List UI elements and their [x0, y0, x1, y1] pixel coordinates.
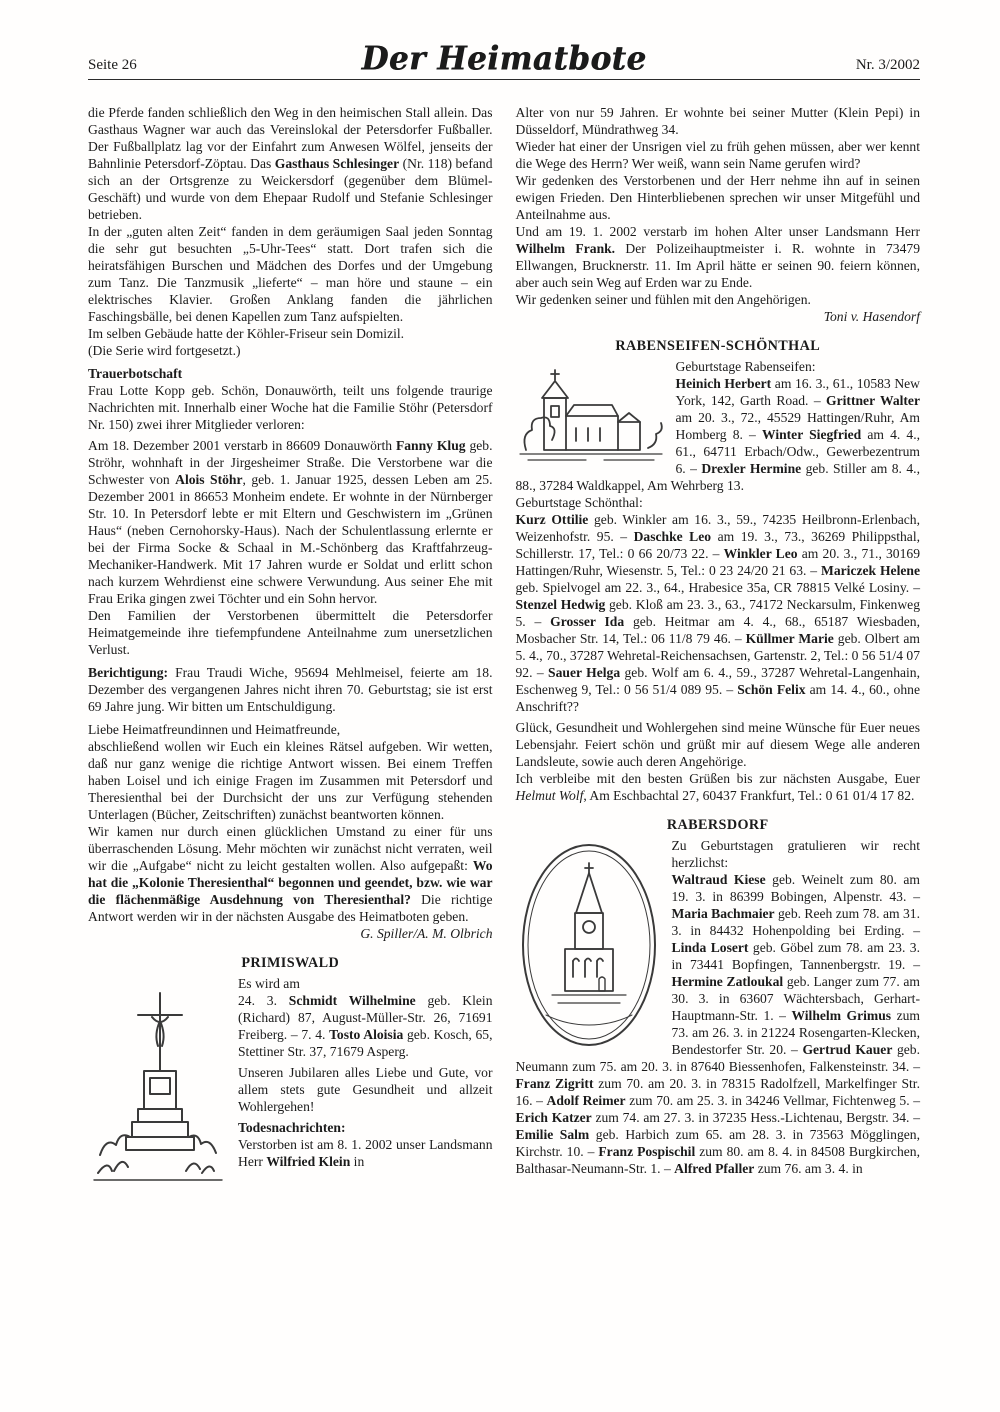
- section-rabersdorf: [516, 816, 921, 1177]
- text-segment: am 20. 3., 72., 45529 Hattingen/Ruhr, Am Homberg 8. –: [675, 410, 920, 442]
- text-segment: Heinich Herbert: [675, 376, 772, 391]
- text-segment: Sauer Helga: [548, 665, 621, 680]
- text-segment: Frau Lotte Kopp geb. Schön, Donauwörth, teilt uns folgende traurige Nachrichten mit. Innerhalb einer Woche hat die Familie Stöhr (Petersdorf Nr. 150) zwei ihrer Mitglieder verloren:: [88, 383, 493, 432]
- text-segment: Schön Felix: [737, 682, 806, 697]
- section-primiswald: [88, 954, 493, 1191]
- page-header: [88, 40, 920, 80]
- right-column: [516, 104, 921, 1191]
- text-segment: Der Polizeihauptmeister i. R. wohnte in 73479 Ellwangen, Brucknerstr. 11. Im April hätte er seinen 90. feiern können, aber auch sein Weg auf Erden war zu Ende.: [515, 241, 920, 290]
- text-segment: Wilhelm Grimus: [791, 1008, 892, 1023]
- village-church-illustration: [516, 360, 666, 470]
- text-segment: (Nr. 118) befand sich an der Ortsgrenze zu Weickersdorf (gegenüber dem Blümel-Geschäft) und wurde von dem Ehepaar Rudolf und Stefanie Schlesinger betrieben.: [88, 156, 493, 222]
- text-segment: die Pferde fanden schließlich den Weg in den heimischen Stall allein. Das Gasthaus Wagner war auch das Vereinslokal der Petersdorfer Fußballer. Der Fußballplatz lag vor der Einfahrt zum Anwesen Wölfel, jenseits der Bahnlinie Petersdorf-Zöptau. Das: [88, 105, 493, 171]
- paragraph: [516, 104, 921, 138]
- paragraph: [88, 738, 493, 823]
- text-segment: Franz Zigritt: [515, 1076, 594, 1091]
- text-segment: Helmut Wolf: [515, 788, 584, 803]
- paragraph: [88, 382, 493, 433]
- text-segment: geb. Kosch, 65, Stettiner Str. 37, 71679 Asperg.: [238, 1027, 493, 1059]
- paragraph: [516, 172, 921, 223]
- text-segment: , Am Eschbachtal 27, 60437 Frankfurt, Tel.: 0 61 01/4 17 82.: [583, 788, 915, 803]
- paragraph: [516, 719, 921, 770]
- text-segment: geb. Spielvogel am 22. 3., 64., Hrabesice 35a, CR 78815 Velké Losiny. –: [515, 580, 920, 595]
- text-segment: Daschke Leo: [633, 529, 712, 544]
- text-segment: geb. Reeh zum 78. am 31. 3. in 84432 Hohenpolding bei Erding. –: [671, 906, 921, 938]
- text-segment: zum 74. am 27. 3. in 37235 Hess.-Lichtenau, Bergstr. 34. –: [591, 1110, 920, 1125]
- text-segment: Wir kamen nur durch einen glücklichen Umstand zu einer für uns überraschenden Lösung. Mehr möchten wir zunächst nicht verraten, weil wir die „Aufgabe“ nicht zu leicht gestalten wollen. Also aufgepaßt:: [88, 824, 493, 873]
- text-segment: Kurz Ottilie: [515, 512, 589, 527]
- text-segment: geb. Kloß am 23. 3., 63., 74172 Neckarsulm, Finkenweg 5. –: [515, 597, 920, 629]
- text-segment: am 4. 4., 61., 64711 Erbach/Odw., Gewerbezentrum 6. –: [675, 427, 921, 476]
- text-segment: , geb. 1. Januar 1925, dessen Leben am 25. Dezember 2001 in 86653 Monheim endete. Er wohnte in der Nürnberger Str. 10. In Petersdorf lebte er mit Eltern und Geschwistern im „Grünen Haus“ (neben Cernohorsky-Haus). Nach der Schulentlassung erlernte er bei der Firma Socke & Schaal in M.-Schönberg das Kraftfahrzeug-Mechaniker-Handwerk. Mit 17 Jahren wurde er Soldat und erlitt schon nach kurzem Wehrdienst eine schwere Verwundung. Aus seiner Ehe mit Frau Erika gingen zwei Töchter und ein Sohn hervor.: [88, 472, 493, 606]
- text-segment: Alter von nur 59 Jahren. Er wohnte bei seiner Mutter (Klein Pepi) in Düsseldorf, Mündrathweg 34.: [515, 105, 920, 137]
- text-segment: Küllmer Marie: [745, 631, 834, 646]
- paragraph: [88, 437, 493, 607]
- text-segment: zum 73. am 26. 3. in 21224 Rosengarten-Klecken, Bendestorfer Str. 20. –: [671, 1008, 920, 1057]
- text-segment: am 20. 3., 71., 30169 Hattingen/Ruhr, Wiesenstr. 5, Tel.: 0 23 24/20 21 63. –: [515, 546, 920, 578]
- section-title-primiswald: PRIMISWALD: [241, 955, 340, 971]
- text-segment: Zu Geburtstagen gratulieren wir recht herzlichst:: [671, 838, 920, 870]
- text-segment: Geburtstage Rabenseifen:: [675, 359, 816, 374]
- text-segment: Geburtstage Schönthal:: [515, 495, 643, 510]
- text-segment: Waltraud Kiese: [671, 872, 766, 887]
- section-subheading-todesnachrichten: Todesnachrichten:: [238, 1120, 346, 1135]
- text-segment: Fanny Klug: [395, 438, 466, 453]
- text-segment: zum 76. am 3. 4. in: [754, 1161, 863, 1176]
- paragraph: [88, 721, 493, 738]
- author-signature: Toni v. Hasendorf: [823, 309, 920, 324]
- paragraph: [516, 138, 921, 172]
- text-segment: Gertrud Kauer: [802, 1042, 893, 1057]
- text-segment: Adolf Reimer: [546, 1093, 626, 1108]
- text-segment: geb. Neumann zum 75. am 20. 3. in 87640 Biessenhofen, Falkensteinstr. 34. –: [515, 1042, 921, 1074]
- text-segment: Unseren Jubilaren alles Liebe und Gute, vor allem stets gute Gesundheit und allzeit Wohlergehen!: [238, 1065, 493, 1114]
- text-segment: Stenzel Hedwig: [515, 597, 606, 612]
- text-segment: Frau Traudi Wiche, 95694 Mehlmeisel, feierte am 18. Dezember des vergangenen Jahres nicht ihren 70. Geburtstag; sie ist erst 69 Jahre jung. Wir bitten um Entschuldigung.: [88, 665, 493, 714]
- text-segment: Die richtige Antwort werden wir in der nächsten Ausgabe des Heimatboten geben.: [88, 892, 493, 924]
- text-segment: Verstorben ist am 8. 1. 2002 unser Landsmann Herr: [238, 1137, 493, 1169]
- church-oval-emblem-illustration: [516, 839, 662, 1051]
- paragraph: [88, 325, 493, 342]
- text-segment: Winkler Leo: [723, 546, 798, 561]
- text-segment: Hermine Zatloukal: [671, 974, 784, 989]
- text-segment: Tosto Aloisia: [329, 1027, 404, 1042]
- text-segment: geb. Heitmar am 4. 4., 68., 65187 Wiesbaden, Mosbacher Str. 14, Tel.: 06 11/8 79 46. –: [515, 614, 920, 646]
- text-segment: Wo hat die „Kolonie Theresienthal“ begonnen und geendet, bzw. wie war die flächenmäßige Ausdehnung von Theresienthal?: [88, 858, 493, 907]
- text-segment: geb. Klein (Richard) 87, August-Müller-Str. 26, 71691 Freiberg. – 7. 4.: [238, 993, 493, 1042]
- text-segment: geb. Weinelt zum 80. am 19. 3. in 86399 Bobingen, Alpenstr. 43. –: [671, 872, 920, 904]
- paragraph: [88, 342, 493, 359]
- text-segment: Und am 19. 1. 2002 verstarb im hohen Alter unser Landsmann Herr: [515, 224, 920, 239]
- text-segment: geb. Langer zum 77. am 30. 3. in 63607 Wächtersbach, Gerhart-Hauptmann-Str. 1. –: [671, 974, 920, 1023]
- paragraph: [88, 223, 493, 325]
- text-segment: In der „guten alten Zeit“ fanden in dem geräumigen Saal jeden Sonntag die sehr gut besuchten „5-Uhr-Tees“ statt. Dort trafen sich die heiratsfähigen Burschen und Mädchen des Dorfes und der Umgebung zum Tanz. Die Tanzmusik „lieferte“ – man höre und staune – ein elektrisches Klavier. Großen Anklang fanden die jährlichen Faschingsbälle, bei denen Kapellen zum Tanz aufspielten.: [88, 224, 493, 324]
- paragraph: [516, 291, 921, 308]
- text-segment: am 14. 4., 60., ohne Anschrift??: [515, 682, 920, 714]
- text-segment: Am 18. Dezember 2001 verstarb in 86609 Donauwörth: [88, 438, 396, 453]
- section-subheading-trauerbotschaft: Trauerbotschaft: [88, 366, 183, 381]
- text-segment: Drexler Hermine: [701, 461, 802, 476]
- text-segment: geb. Göbel zum 78. am 23. 3. in 73441 Bopfingen, Tannenbergstr. 19. –: [671, 940, 920, 972]
- text-segment: abschließend wollen wir Euch ein kleines Rätsel aufgeben. Wir wetten, daß nur ganz wenige die richtige Antwort wissen. Bei einem Treffen haben Loisel und ich einige Fragen im Zusammen mit Petersdorf und Theresienthal bei der Durchsicht der uns zur Verfügung stehenden Unterlagen (Bücher, Zeitschriften) zunächst beantworten können.: [88, 739, 493, 822]
- section-title-rabenseifen: RABENSEIFEN-SCHÖNTHAL: [615, 338, 821, 354]
- text-segment: Den Familien der Verstorbenen übermittelt die Petersdorfer Heimatgemeinde ihre tiefempfundene Anteilnahme zum unersetzlichen Verlust.: [88, 608, 493, 657]
- paragraph: [516, 223, 921, 291]
- text-segment: Alfred Pfaller: [674, 1161, 755, 1176]
- text-segment: Schmidt Wilhelmine: [288, 993, 416, 1008]
- paragraph-berichtigung: [88, 664, 493, 715]
- text-segment: 24. 3.: [238, 993, 289, 1008]
- text-segment: Glück, Gesundheit und Wohlergehen sind meine Wünsche für Euer neues Lebensjahr. Feiert schön und grüßt mir auf diesem Wege alle anderen Landsleute, sowie auch deren Angehörige.: [515, 720, 920, 769]
- text-segment: zum 70. am 20. 3. in 78315 Radolfzell, Markelfinger Str. 16. –: [515, 1076, 920, 1108]
- text-segment: geb. Wolf am 6. 4., 59., 37287 Wehretal-Langenhain, Eschenweg 9, Tel.: 0 56 51/4 089 95. –: [515, 665, 920, 697]
- text-segment: Ich verbleibe mit den besten Grüßen bis zur nächsten Ausgabe, Euer: [515, 771, 920, 786]
- wayside-crucifix-illustration: [88, 977, 228, 1189]
- left-column: [88, 104, 493, 1191]
- text-segment: zum 70. am 25. 3. in 34246 Vellmar, Fichtenweg 5. –: [625, 1093, 921, 1108]
- author-signature: G. Spiller/A. M. Olbrich: [360, 926, 493, 941]
- text-segment: Franz Pospischil: [598, 1144, 696, 1159]
- text-segment: Erich Katzer: [515, 1110, 592, 1125]
- paragraph: [516, 770, 921, 804]
- text-segment: Im selben Gebäude hatte der Köhler-Friseur sein Domizil.: [88, 326, 405, 341]
- text-segment: Wir gedenken des Verstorbenen und der Herr nehme ihn auf in seinen ewigen Frieden. Den Hinterbliebenen sprechen wir unser Mitgefühl und Anteilnahme aus.: [515, 173, 920, 222]
- text-segment: in: [350, 1154, 365, 1169]
- section-rabenseifen-schoenthal: [516, 337, 921, 804]
- text-segment: Gasthaus Schlesinger: [274, 156, 400, 171]
- text-segment: am 16. 3., 61., 10583 New York, 142, Garth Road. –: [675, 376, 920, 408]
- text-segment: (Die Serie wird fortgesetzt.): [88, 343, 241, 358]
- text-segment: geb. Winkler am 16. 3., 59., 74235 Heilbronn-Erlenbach, Weizenhofstr. 95. –: [515, 512, 921, 544]
- paragraph: [88, 104, 493, 223]
- issue-number: Nr. 3/2002: [855, 57, 920, 73]
- text-segment: Es wird am: [238, 976, 300, 991]
- section-title-rabersdorf: RABERSDORF: [666, 817, 769, 833]
- text-segment: Wilhelm Frank.: [515, 241, 616, 256]
- paragraph: [88, 823, 493, 925]
- text-segment: Linda Losert: [671, 940, 749, 955]
- text-segment: Wir gedenken seiner und fühlen mit den Angehörigen.: [515, 292, 811, 307]
- text-segment: Wieder hat einer der Unsrigen viel zu früh gehen müssen, aber wer kennt die Wege des Herrn? Wer weiß, wann sein Name gerufen wird?: [515, 139, 920, 171]
- text-segment: am 19. 3., 73., 36269 Philippsthal, Schillerstr. 17, Tel.: 0 66 20/73 22. –: [515, 529, 921, 561]
- text-segment: geb. Stiller am 8. 4., 88., 37284 Waldkappel, Am Wehrberg 13.: [515, 461, 920, 493]
- paragraph: [88, 607, 493, 658]
- paragraph: [516, 511, 921, 715]
- text-segment: Emilie Salm: [515, 1127, 590, 1142]
- text-segment: Berichtigung:: [88, 665, 169, 680]
- paragraph: [516, 494, 921, 511]
- text-segment: geb. Ströhr, wohnhaft in der Jirgesheimer Straße. Die Verstorbene war die Schwester von: [88, 438, 493, 487]
- text-segment: Grosser Ida: [550, 614, 625, 629]
- text-segment: Maria Bachmaier: [671, 906, 775, 921]
- page-number: Seite 26: [88, 57, 137, 73]
- text-segment: Winter Siegfried: [761, 427, 862, 442]
- masthead-title: Der Heimatbote: [361, 40, 647, 78]
- text-segment: zum 80. am 8. 4. in 84508 Burgkirchen, Balthasar-Neumann-Str. 1. –: [515, 1144, 920, 1176]
- text-segment: geb. Harbich zum 65. am 28. 3. in 73563 Mögglingen, Kirchstr. 10. –: [515, 1127, 920, 1159]
- text-segment: geb. Olbert am 5. 4., 70., 37287 Wehretal-Reichensachsen, Gartenstr. 2, Tel.: 0 56 51/4 07 92. –: [515, 631, 921, 680]
- text-segment: Mariczek Helene: [821, 563, 920, 578]
- article-columns: [88, 104, 920, 1191]
- text-segment: Liebe Heimatfreundinnen und Heimatfreunde,: [88, 722, 341, 737]
- text-segment: Grittner Walter: [826, 393, 920, 408]
- text-segment: Wilfried Klein: [266, 1154, 351, 1169]
- text-segment: Alois Stöhr: [175, 472, 243, 487]
